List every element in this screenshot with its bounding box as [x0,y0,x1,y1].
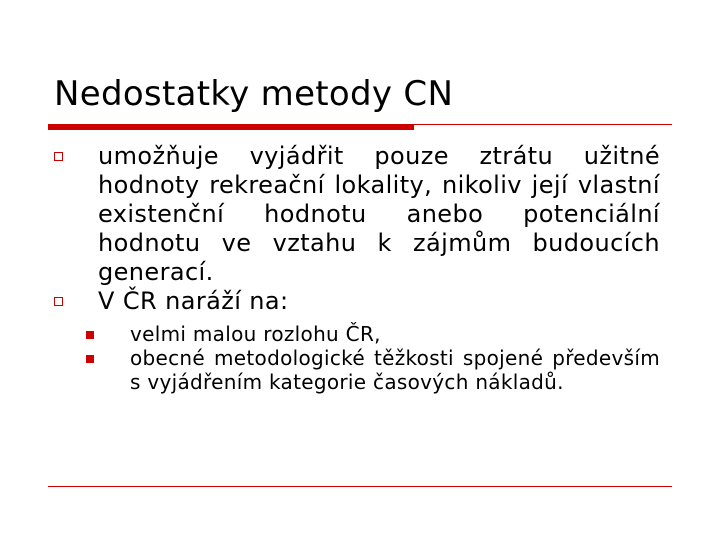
hollow-square-bullet-icon [54,152,63,161]
sub-bullet-list [50,322,660,394]
sub-bullet-text: obecné metodologické těžkosti spojené především s vyjádřením kategorie časových nákladů. [130,346,660,394]
sub-bullet-text: velmi malou rozlohu ČR, [130,322,381,346]
sub-bullet-item [130,322,660,346]
bullet-text: umožňuje vyjádřit pouze ztrátu užitné hodnoty rekreační lokality, nikoliv její vlastní existenční hodnotu anebo potenciální hodnotu ve vztahu k zájmům budoucích generací. [98,142,660,286]
hollow-square-bullet-icon [54,297,63,306]
footer-rule [48,486,672,487]
filled-square-bullet-icon [86,355,94,363]
title-underline-accent [48,124,414,130]
filled-square-bullet-icon [86,331,94,339]
slide-body [50,142,660,394]
bullet-text: V ČR naráží na: [98,287,289,315]
sub-bullet-item [130,346,660,394]
slide-title: Nedostatky metody CN [54,74,454,114]
bullet-item [50,142,660,287]
bullet-item [50,287,660,316]
